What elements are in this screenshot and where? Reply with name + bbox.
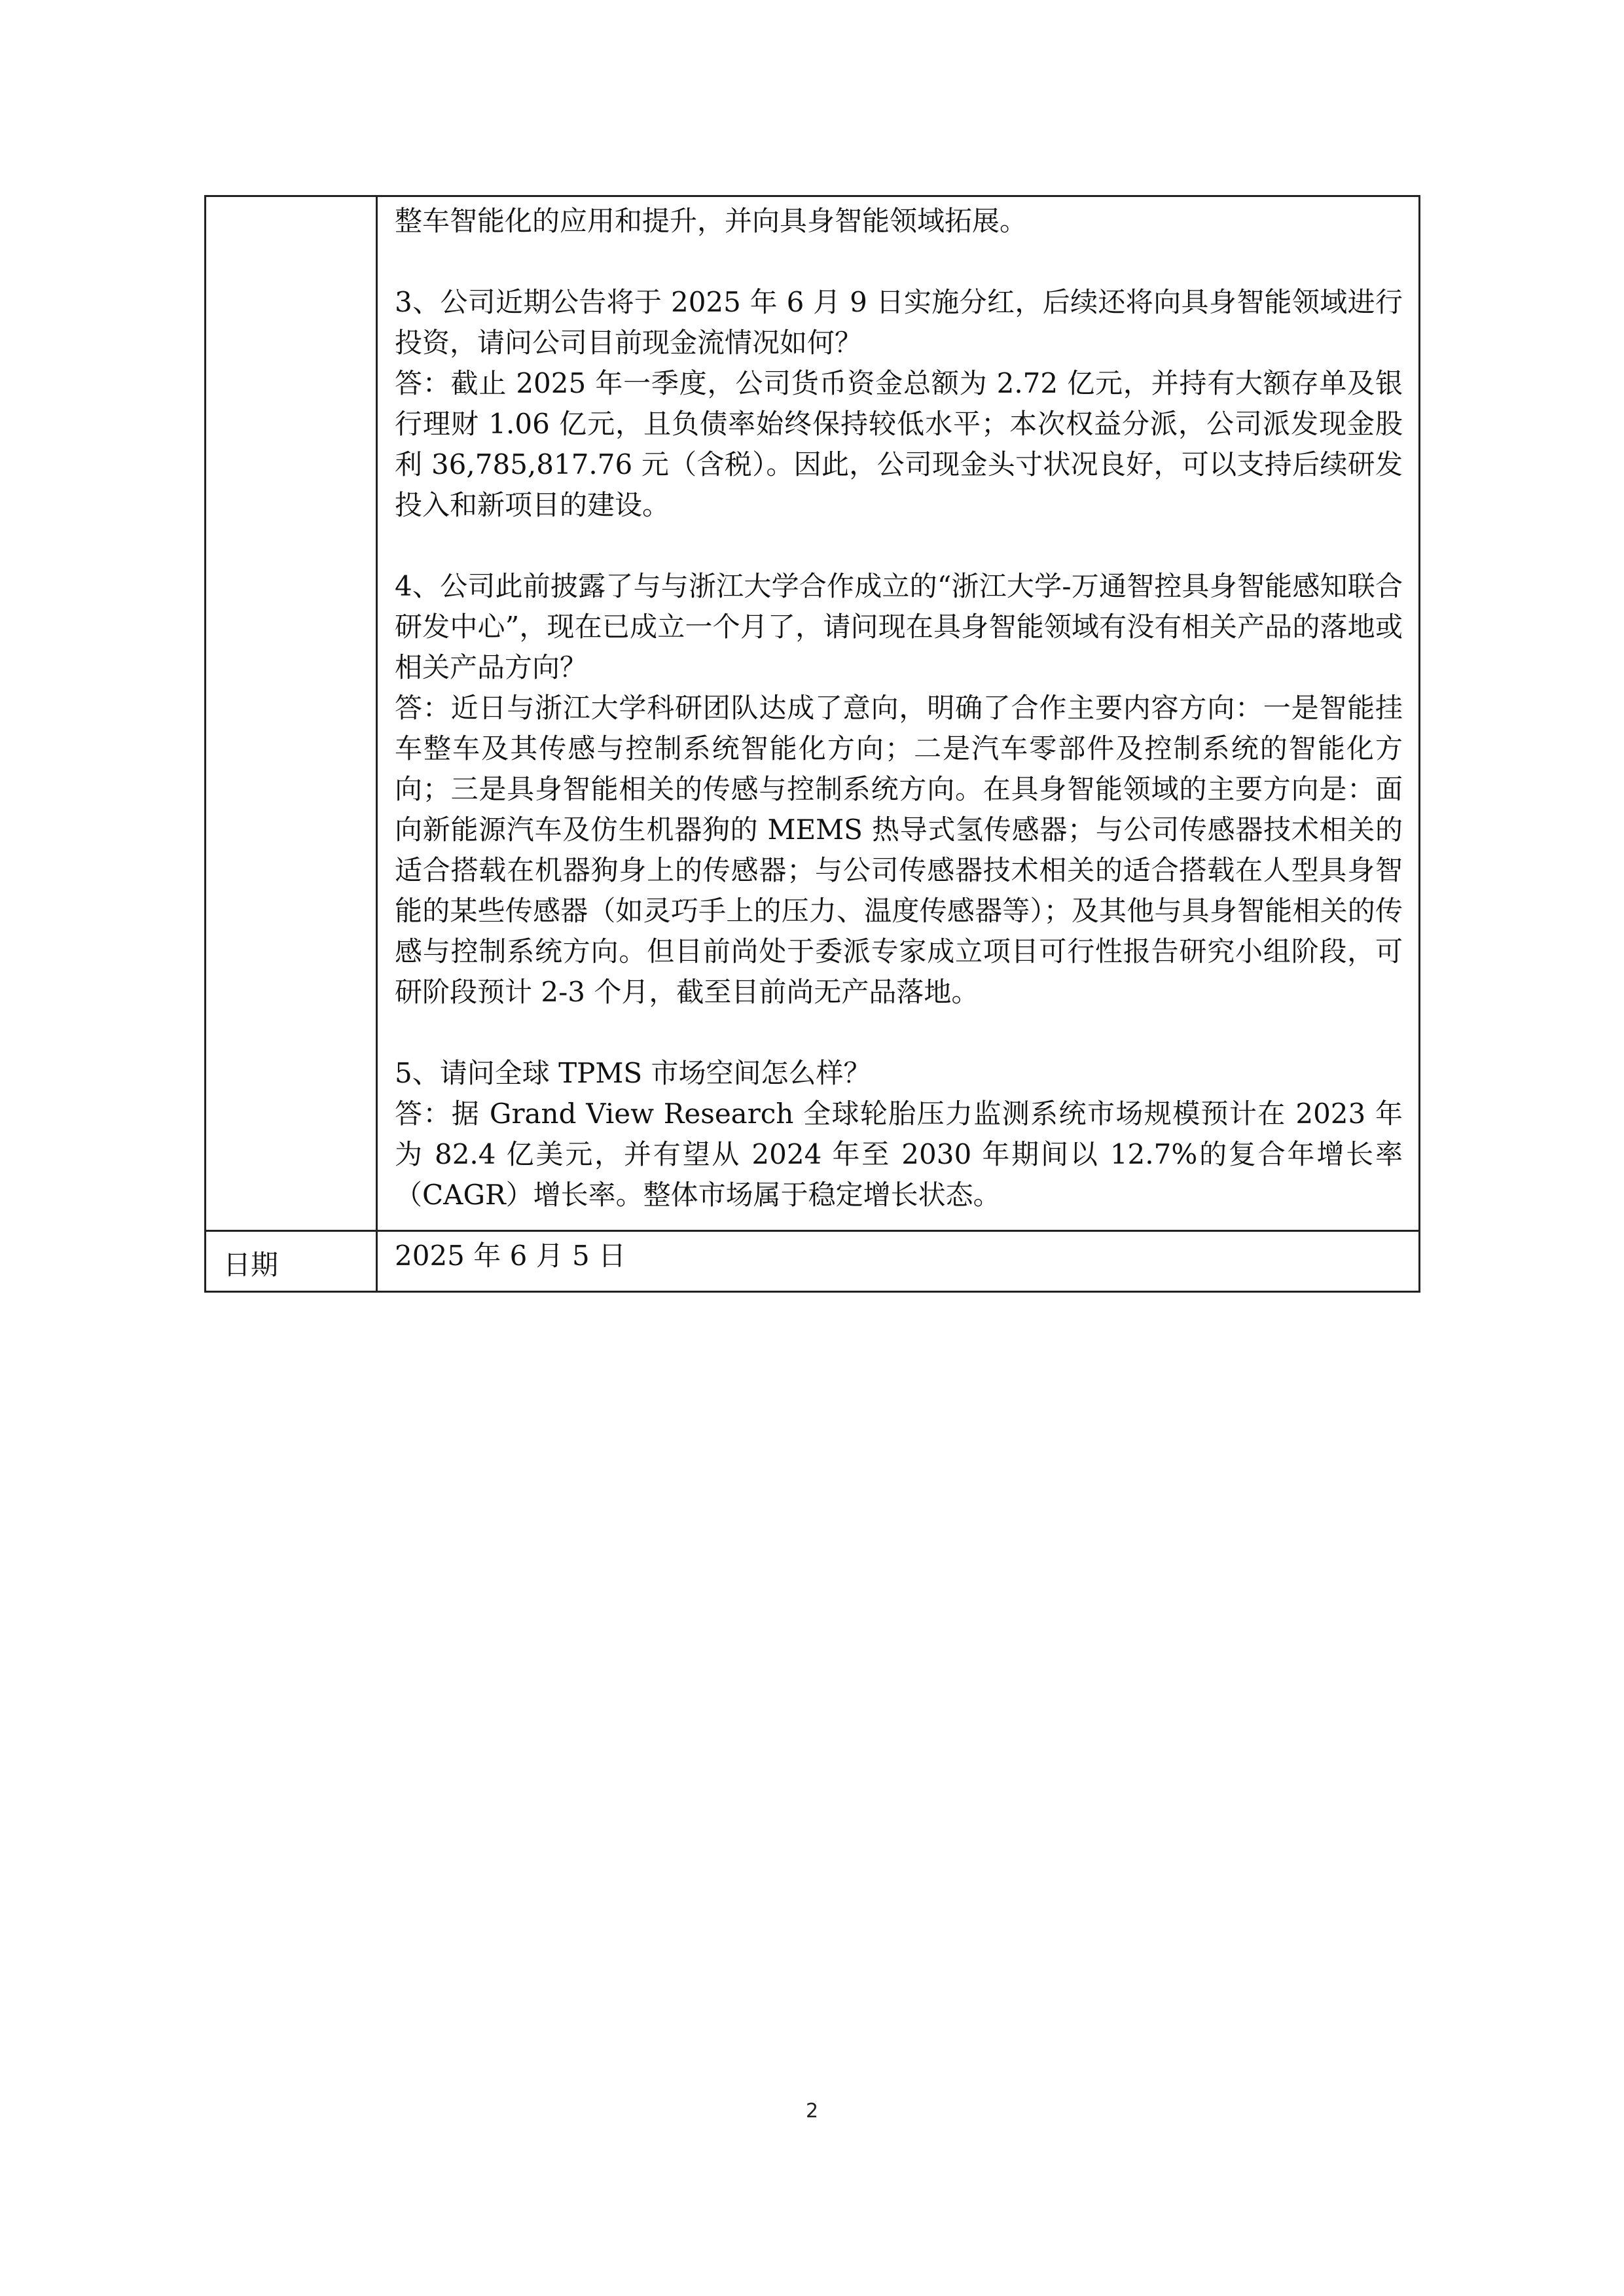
date-row [206, 1231, 1420, 1292]
answer-text: 答：据 Grand View Research 全球轮胎压力监测系统市场规模预计在 2023 年为 82.4 亿美元，并有望从 2024 年至 2030 年期间以 12.7%的复合年增长率（CAGR）增长率。整体市场属于稳定增长状态。 [395, 1098, 1403, 1211]
empty-label-cell [206, 196, 377, 1231]
date-value: 2025 年 6 月 5 日 [377, 1231, 1420, 1292]
page-number: 2 [805, 2100, 819, 2123]
question-text: 4、公司此前披露了与与浙江大学合作成立的“浙江大学-万通智控具身智能感知联合研发中心”，现在已成立一个月了，请问现在具身智能领域有没有相关产品的落地或相关产品方向？ [395, 570, 1403, 683]
answer-text: 答：截止 2025 年一季度，公司货币资金总额为 2.72 亿元，并持有大额存单及银行理财 1.06 亿元，且负债率始终保持较低水平；本次权益分派，公司派发现金股利 36,785,817.76 元（含税）。因此，公司现金头寸状况良好，可以支持后续研发投入和新项目的建设。 [395, 367, 1403, 521]
date-label: 日期 [206, 1231, 377, 1292]
continued-answer-text: 整车智能化的应用和提升，并向具身智能领域拓展。 [395, 205, 1028, 237]
qa-item-4 [395, 566, 1403, 1013]
investor-relations-record-table [204, 195, 1420, 1293]
content-row [206, 196, 1420, 1231]
qa-item-5 [395, 1053, 1403, 1215]
question-text: 5、请问全球 TPMS 市场空间怎么样？ [395, 1057, 871, 1089]
qa-item-3 [395, 282, 1403, 526]
answer-text: 答：近日与浙江大学科研团队达成了意向，明确了合作主要内容方向：一是智能挂车整车及其传感与控制系统智能化方向；二是汽车零部件及控制系统的智能化方向；三是具身智能相关的传感与控制系统方向。在具身智能领域的主要方向是：面向新能源汽车及仿生机器狗的 MEMS 热导式氢传感器；与公司传感器技术相关的适合搭载在机器狗身上的传感器；与公司传感器技术相关的适合搭载在人型具身智能的某些传感器（如灵巧手上的压力、温度传感器等）；及其他与具身智能相关的传感与控制系统方向。但目前尚处于委派专家成立项目可行性报告研究小组阶段，可研阶段预计 2-3 个月，截至目前尚无产品落地。 [395, 692, 1403, 1008]
question-text: 3、公司近期公告将于 2025 年 6 月 9 日实施分红，后续还将向具身智能领域进行投资，请问公司目前现金流情况如何？ [395, 286, 1403, 359]
qa-content-cell [377, 196, 1420, 1231]
